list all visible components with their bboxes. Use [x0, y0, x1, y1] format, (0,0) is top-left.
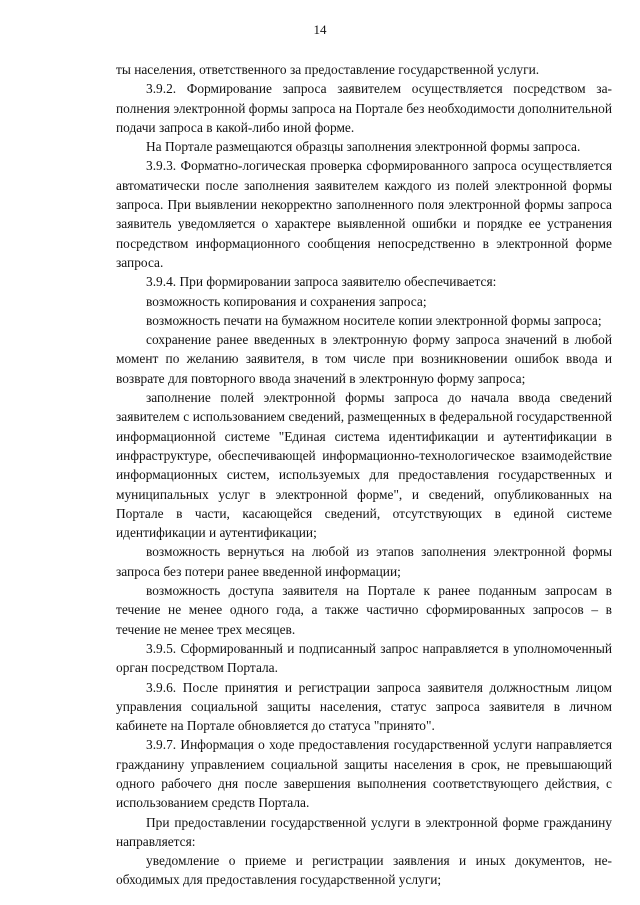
- paragraph-3-9-5: 3.9.5. Сформированный и подписанный запрос направляется в уполномоченный орган посредством Портала.: [116, 640, 612, 676]
- paragraph-3-9-6: 3.9.6. После принятия и регистрации запроса заявителя должностным лицом управления социальной защиты населения, статус запроса заявителя в личном кабинете на Портале обновляется до статуса "принято".: [116, 679, 612, 734]
- list-item-print: возможность печати на бумажном носителе копии электронной формы запроса;: [146, 312, 602, 328]
- paragraph-3-9-3: 3.9.3. Форматно-логическая проверка сформированного запроса осуществляется автоматически после заполнения заявителем каждого из полей электронной формы запроса. При выявлении некорректно заполненного поля электронной формы запроса заявитель уведомляется о характере выявленной ошибки и порядке ее устранения посредством информационного сообщения непосредственно в электронной форме запроса.: [116, 158, 612, 270]
- list-item-access-history: возможность доступа заявителя на Портале к ранее поданным запросам в течение не менее одного года, а также частично сформированных запросов – в течение не менее трех месяцев.: [116, 583, 612, 637]
- paragraph-3-9-4: 3.9.4. При формировании запроса заявителю обеспечивается:: [146, 274, 497, 290]
- page-number: 14: [313, 22, 327, 37]
- list-item-copy-save: возможность копирования и сохранения запроса;: [146, 293, 427, 309]
- list-item-prefill: заполнение полей электронной формы запроса до начала ввода сведений заявителем с использованием сведений, размещенных в федеральной государственной информационной системе "Единая система идентификации и аутентификации в инфраструктуре, обеспечивающей информационно-технологическое взаимодействие информационных систем, используемых для предоставления государственных и муниципальных услуг в электронной форме", и сведений, опубликованных на Портале в части, касающейся сведений, отсутствующих в единой системе идентификации и аутентификации;: [116, 390, 612, 541]
- list-item-return-step: возможность вернуться на любой из этапов заполнения электронной формы запроса без потери ранее введенной информации;: [116, 544, 612, 579]
- paragraph-portal-samples: На Портале размещаются образцы заполнения электронной формы запроса.: [146, 139, 581, 155]
- list-item-notification: уведомление о приеме и регистрации заявления и иных документов, необходимых для предоставления государственной услуги;: [116, 853, 612, 888]
- paragraph-continuation: ты населения, ответственного за предоставление государственной услуги.: [116, 62, 540, 77]
- document-body: [116, 60, 612, 890]
- paragraph-3-9-7: 3.9.7. Информация о ходе предоставления государственной услуги направляется гражданину управлением социальной защиты населения в срок, не превышающий одного рабочего дня после завершения выполнения соответствующего действия, с использованием средств Портала.: [116, 737, 612, 811]
- list-item-save-values: сохранение ранее введенных в электронную форму запроса значений в любой момент по желанию заявителя, в том числе при возникновении ошибок ввода и возврате для повторного ввода значений в электронную форму запроса;: [116, 332, 612, 386]
- paragraph-3-9-2: 3.9.2. Формирование запроса заявителем осуществляется посредством заполнения электронной формы запроса на Портале без необходимости дополнительной подачи запроса в какой-либо иной форме.: [116, 81, 612, 135]
- paragraph-electronic-form: При предоставлении государственной услуги в электронной форме гражданину направляется:: [116, 814, 612, 849]
